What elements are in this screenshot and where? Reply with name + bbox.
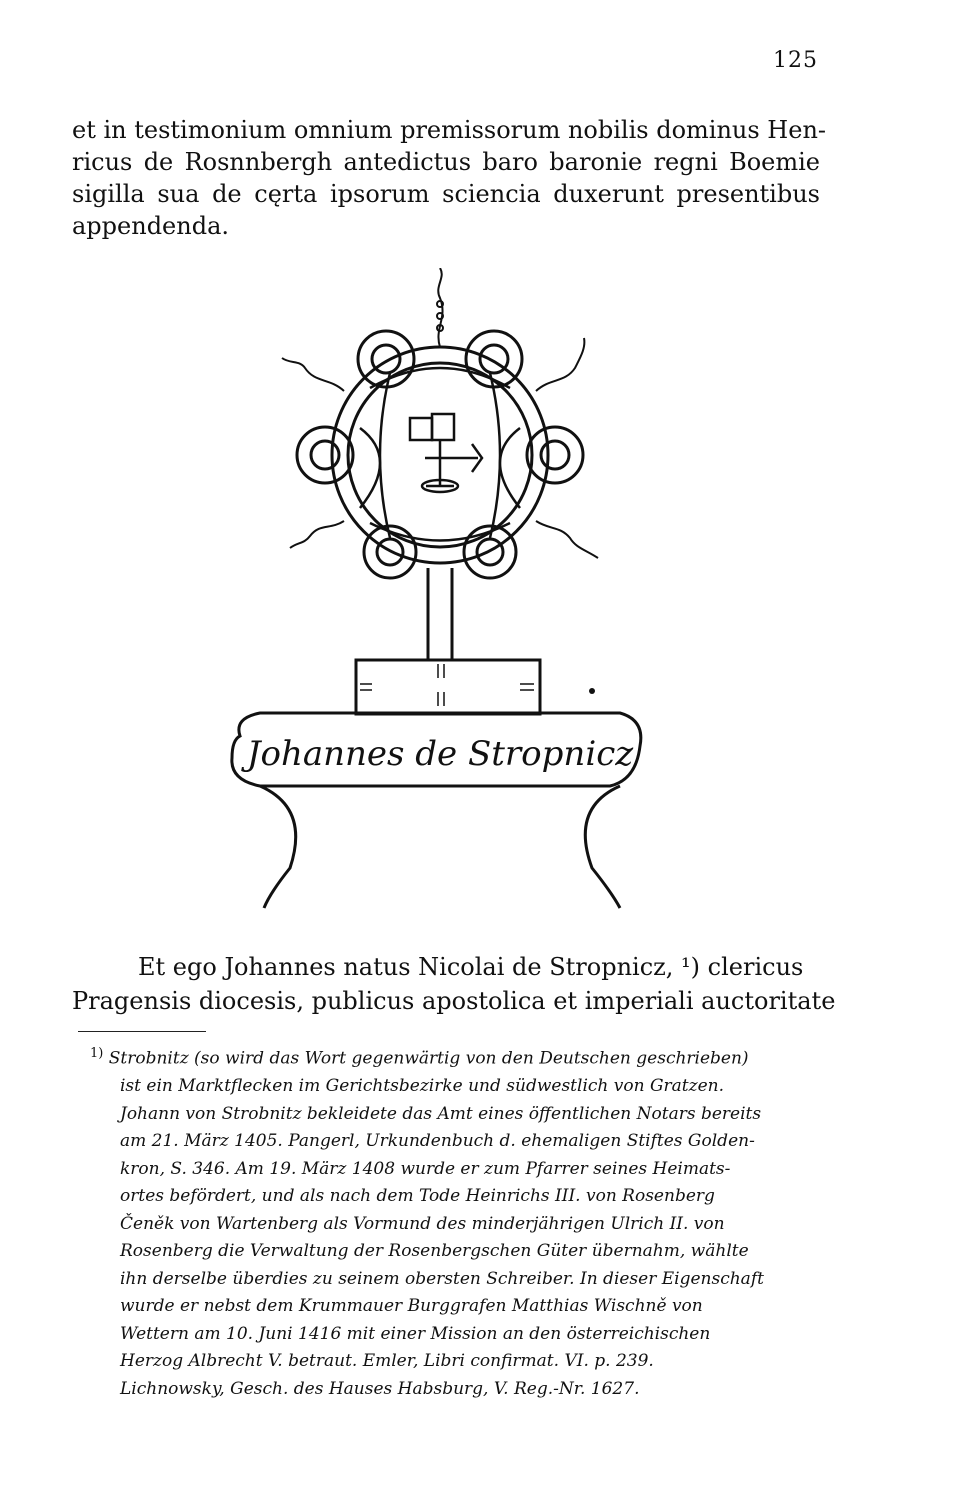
footnote-line: Herzog Albrecht V. betraut. Emler, Libri confirmat. VI. p. 239. xyxy=(120,1351,654,1372)
footnote-line: Johann von Strobnitz bekleidete das Amt eines öffentlichen Notars bereits xyxy=(120,1103,762,1124)
footnote-line: ihn derselbe überdies zu seinem obersten Schreiber. In dieser Eigenschaft xyxy=(120,1268,764,1289)
paragraph-2 xyxy=(72,950,836,1018)
footnote-line: ist ein Marktflecken im Gerichtsbezirke und südwestlich von Gratzen. xyxy=(120,1076,724,1097)
petal-right xyxy=(527,427,583,483)
text-line: Pragensis diocesis, publicus apostolica et imperiali auctoritate xyxy=(72,987,836,1015)
footnote-line: Strobnitz (so wird das Wort gegenwärtig von den Deutschen geschrieben) xyxy=(108,1048,749,1069)
pedestal-marks xyxy=(360,664,534,706)
text-line: appendenda. xyxy=(72,212,230,240)
text-line: Et ego Johannes natus Nicolai de Stropnicz, ¹) clericus xyxy=(138,953,804,981)
tendril-top-right xyxy=(536,338,584,391)
text-line: sigilla sua de cęrta ipsorum sciencia duxerunt presentibus xyxy=(72,180,820,208)
footnote xyxy=(90,1040,824,1403)
footnote-line: Lichnowsky, Gesch. des Hauses Habsburg, V. Reg.-Nr. 1627. xyxy=(120,1378,640,1399)
tendril-top-left xyxy=(282,358,344,391)
footnote-marker: 1) xyxy=(90,1046,104,1061)
scroll-curl-right xyxy=(585,786,620,908)
scroll-inscription: Johannes de Stropnicz xyxy=(246,734,634,774)
footnote-line: ortes befördert, und als nach dem Tode Heinrichs III. von Rosenberg xyxy=(120,1186,715,1207)
tendril-top xyxy=(437,268,443,347)
footnote-first-line xyxy=(90,1040,824,1073)
petal-left xyxy=(297,427,353,483)
footnote-rule xyxy=(78,1031,206,1032)
footnote-line: kron, S. 346. Am 19. März 1408 wurde er zum Pfarrer seines Heimats- xyxy=(120,1158,731,1179)
footnote-line: Wettern am 10. Juni 1416 mit einer Mission an den österreichischen xyxy=(120,1323,711,1344)
tendril-bottom-left xyxy=(290,521,344,548)
pedestal-box xyxy=(356,660,540,714)
text-line: ricus de Rosnnbergh antedictus baro baronie regni Boemie xyxy=(72,148,820,176)
footnote-line: Čeněk von Wartenberg als Vormund des minderjährigen Ulrich II. von xyxy=(120,1213,725,1234)
text-line: et in testimonium omnium premissorum nobilis dominus Hen- xyxy=(72,116,827,144)
ink-dot xyxy=(589,688,595,694)
paragraph-1 xyxy=(72,114,827,242)
central-device xyxy=(410,414,482,492)
page-number: 125 xyxy=(773,48,818,73)
footnote-line: am 21. März 1405. Pangerl, Urkundenbuch d. ehemaligen Stiftes Golden- xyxy=(120,1131,755,1152)
notarial-sign-drawing xyxy=(220,268,660,918)
tendril-bottom-right xyxy=(536,521,598,558)
footnote-line: wurde er nebst dem Krummauer Burggrafen Matthias Wischně von xyxy=(120,1296,703,1317)
scroll-curl-left xyxy=(260,786,296,908)
footnote-line: Rosenberg die Verwaltung der Rosenbergschen Güter übernahm, wählte xyxy=(120,1241,749,1262)
